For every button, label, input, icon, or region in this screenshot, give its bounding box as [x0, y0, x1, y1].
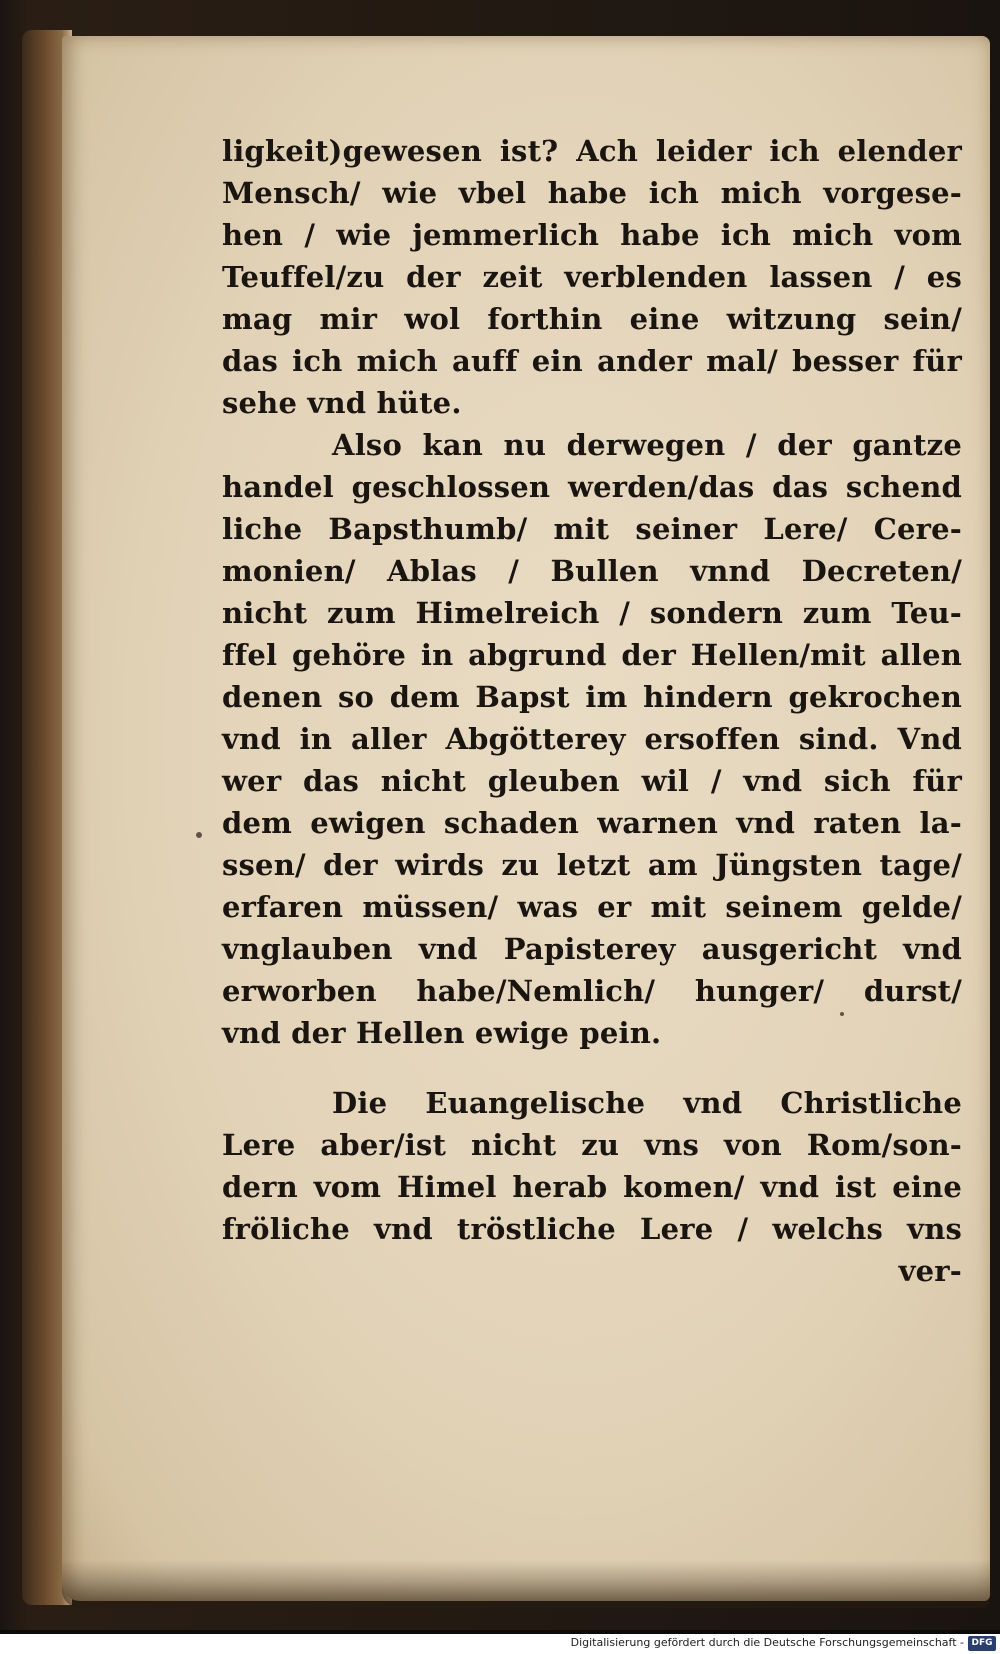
text-line: liche Bapsthumb/ mit seiner Lere/ Cere- — [222, 512, 962, 546]
text-line: erfaren müssen/ was er mit seinem gelde/ — [222, 890, 962, 924]
paragraph-gap — [222, 1054, 962, 1082]
text-line: erworben habe/Nemlich/ hunger/ durst/ — [222, 974, 962, 1008]
ink-stain — [196, 832, 202, 838]
funding-credit: Digitalisierung gefördert durch die Deutsche Forschungsgemeinschaft - — [570, 1636, 964, 1649]
text-line: hen / wie jemmerlich habe ich mich vom — [222, 218, 962, 252]
text-line: nicht zum Himelreich / sondern zum Teu- — [222, 596, 962, 630]
text-line: Also kan nu derwegen / der gantze — [332, 428, 962, 462]
text-line: Mensch/ wie vbel habe ich mich vorgese- — [222, 176, 962, 210]
text-line: wer das nicht gleuben wil / vnd sich für — [222, 764, 962, 798]
text-line: ffel gehöre in abgrund der Hellen/mit allen — [222, 638, 962, 672]
text-line: mag mir wol forthin eine witzung sein/ — [222, 302, 962, 336]
text-line: vnd der Hellen ewige pein. — [222, 1016, 662, 1050]
text-line: sehe vnd hüte. — [222, 386, 462, 420]
text-line: vnd in aller Abgötterey ersoffen sind. Vnd — [222, 722, 962, 756]
text-line: Die Euangelische vnd Christliche — [332, 1086, 962, 1120]
text-line: monien/ Ablas / Bullen vnnd Decreten/ — [222, 554, 962, 588]
text-line: Teuffel/zu der zeit verblenden lassen / es — [222, 260, 962, 294]
text-line: ssen/ der wirds zu letzt am Jüngsten tage/ — [222, 848, 962, 882]
page-shadow — [62, 1560, 990, 1608]
text-line: ligkeit)gewesen ist? Ach leider ich elender — [222, 134, 962, 168]
text-line: dem ewigen schaden warnen vnd raten la- — [222, 806, 962, 840]
catchword: ver- — [898, 1254, 962, 1288]
text-line: fröliche vnd tröstliche Lere / welchs vns — [222, 1212, 962, 1246]
page-text-block — [222, 130, 962, 1292]
text-line: vnglauben vnd Papisterey ausgericht vnd — [222, 932, 962, 966]
text-line: dern vom Himel herab komen/ vnd ist eine — [222, 1170, 962, 1204]
text-line: denen so dem Bapst im hindern gekrochen — [222, 680, 962, 714]
text-line: Lere aber/ist nicht zu vns von Rom/son- — [222, 1128, 962, 1162]
dfg-logo-icon: DFG — [968, 1636, 996, 1651]
text-line: handel geschlossen werden/das das schend — [222, 470, 962, 504]
text-line: das ich mich auff ein ander mal/ besser für — [222, 344, 962, 378]
